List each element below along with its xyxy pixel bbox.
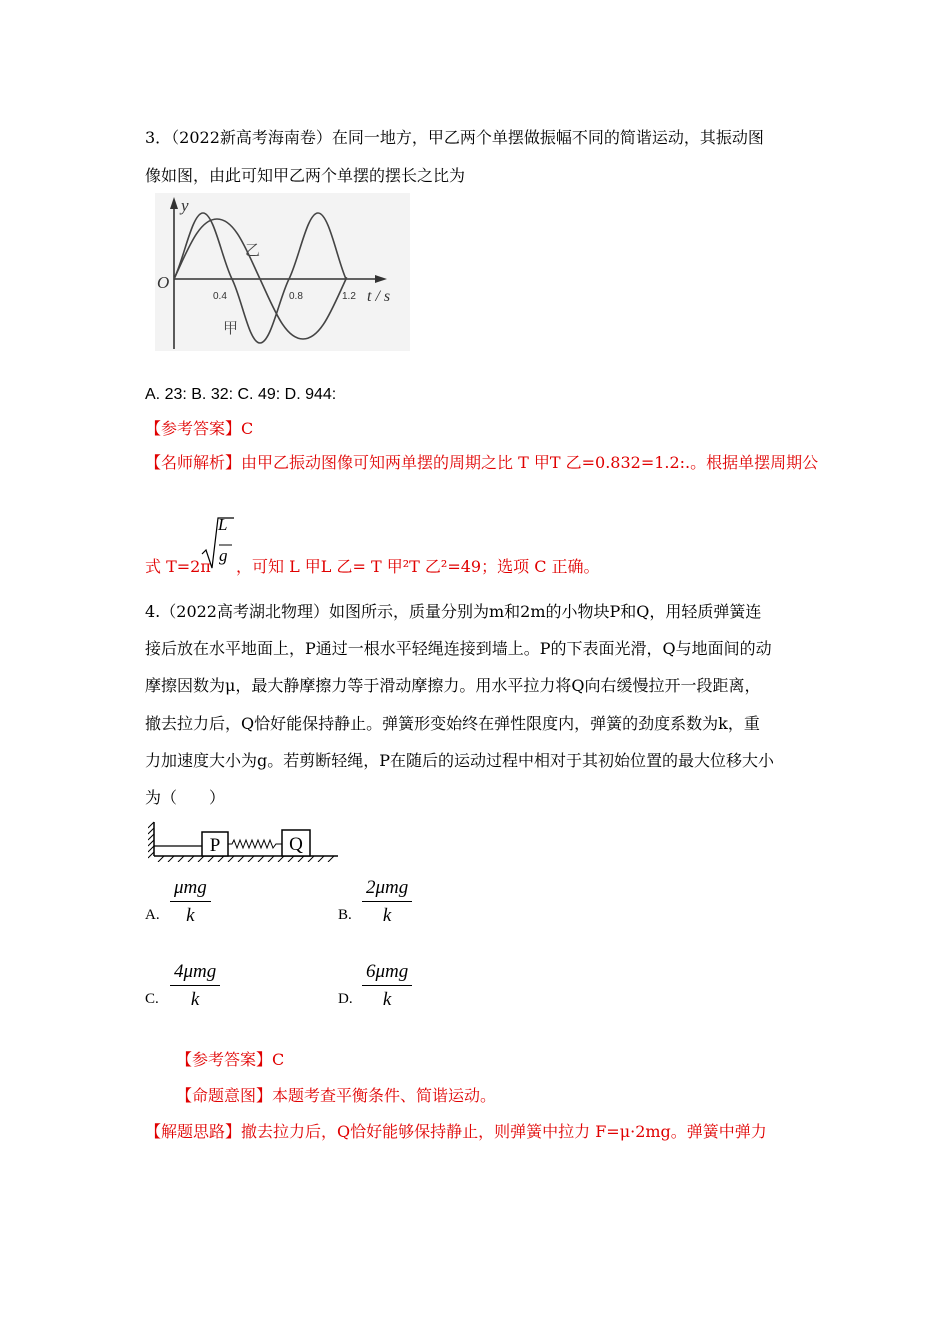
q3-options: A. 23: B. 32: C. 49: D. 944: bbox=[145, 386, 337, 403]
curve-yi-label: 乙 bbox=[245, 241, 261, 259]
formula-g: g bbox=[219, 546, 228, 565]
vibration-graph bbox=[155, 193, 410, 351]
q4-text-line-1: 4.（2022高考湖北物理）如图所示，质量分别为m和2m的小物块P和Q，用轻质弹簧连 bbox=[145, 602, 762, 621]
option-c-num: 4μmg bbox=[170, 961, 220, 986]
option-d-fraction bbox=[362, 961, 412, 1011]
tick-0.4: 0.4 bbox=[213, 291, 227, 302]
q4-solution: 【解题思路】撤去拉力后，Q恰好能够保持静止，则弹簧中拉力 F=μ·2mg。弹簧中弹力 bbox=[145, 1122, 767, 1141]
option-d-label: D. bbox=[338, 991, 353, 1007]
option-a-fraction bbox=[170, 877, 211, 927]
q3-analysis-line-1: 【名师解析】由甲乙振动图像可知两单摆的周期之比 T 甲T 乙=0.832=1.2:.。根据单摆周期公 bbox=[145, 453, 819, 472]
option-a-den: k bbox=[186, 905, 195, 926]
q4-answer: 【参考答案】C bbox=[176, 1050, 285, 1069]
tick-0.8: 0.8 bbox=[289, 291, 303, 302]
block-p-label: P bbox=[209, 835, 221, 856]
option-d-den: k bbox=[382, 989, 392, 1010]
q3-analysis-line-2a: 式 T=2π bbox=[145, 557, 211, 576]
option-c-den: k bbox=[190, 989, 200, 1010]
option-b-den: k bbox=[382, 905, 392, 926]
q4-text-line-2: 接后放在水平地面上，P通过一根水平轻绳连接到墙上。P的下表面光滑，Q与地面间的动 bbox=[145, 639, 772, 658]
option-b-fraction bbox=[362, 877, 412, 927]
q3-text-line-2: 像如图，由此可知甲乙两个单摆的摆长之比为 bbox=[145, 166, 466, 185]
curve-jia-label: 甲 bbox=[223, 319, 239, 337]
spring-block-diagram bbox=[148, 820, 340, 862]
origin-label: O bbox=[157, 273, 170, 292]
wall-hatch bbox=[148, 822, 154, 858]
q3-analysis-line-2b: ，可知 L 甲L 乙= T 甲²T 乙²=49；选项 C 正确。 bbox=[236, 557, 600, 576]
q4-intent: 【命题意图】本题考查平衡条件、简谐运动。 bbox=[176, 1086, 497, 1105]
q4-text-line-6: 为（ ） bbox=[145, 788, 226, 807]
option-c-label: C. bbox=[145, 991, 159, 1007]
ground-hatch bbox=[158, 856, 334, 862]
q3-answer: 【参考答案】C bbox=[145, 419, 254, 438]
t-axis-label: t / s bbox=[367, 288, 391, 305]
formula-L: L bbox=[218, 515, 228, 534]
option-b-label: B. bbox=[338, 907, 352, 923]
option-b-num: 2μmg bbox=[362, 877, 412, 902]
q4-text-line-3: 摩擦因数为μ，最大静摩擦力等于滑动摩擦力。用水平拉力将Q向右缓慢拉开一段距离， bbox=[145, 676, 761, 695]
option-d-num: 6μmg bbox=[362, 961, 412, 986]
spring bbox=[228, 840, 282, 848]
q3-text-line-1: 3．（2022新高考海南卷）在同一地方，甲乙两个单摆做振幅不同的简谐运动，其振动图 bbox=[145, 128, 764, 147]
sqrt-symbol bbox=[200, 512, 234, 572]
option-a-label: A. bbox=[145, 907, 160, 923]
block-q-label: Q bbox=[289, 834, 303, 855]
q4-text-line-4: 撤去拉力后，Q恰好能保持静止。弹簧形变始终在弹性限度内，弹簧的劲度系数为k，重 bbox=[145, 714, 760, 733]
option-c-fraction bbox=[170, 961, 220, 1011]
option-a-num: μmg bbox=[170, 877, 211, 902]
tick-1.2: 1.2 bbox=[342, 291, 356, 302]
y-axis-label: y bbox=[181, 196, 189, 215]
q4-text-line-5: 力加速度大小为g。若剪断轻绳，P在随后的运动过程中相对于其初始位置的最大位移大小 bbox=[145, 751, 775, 770]
